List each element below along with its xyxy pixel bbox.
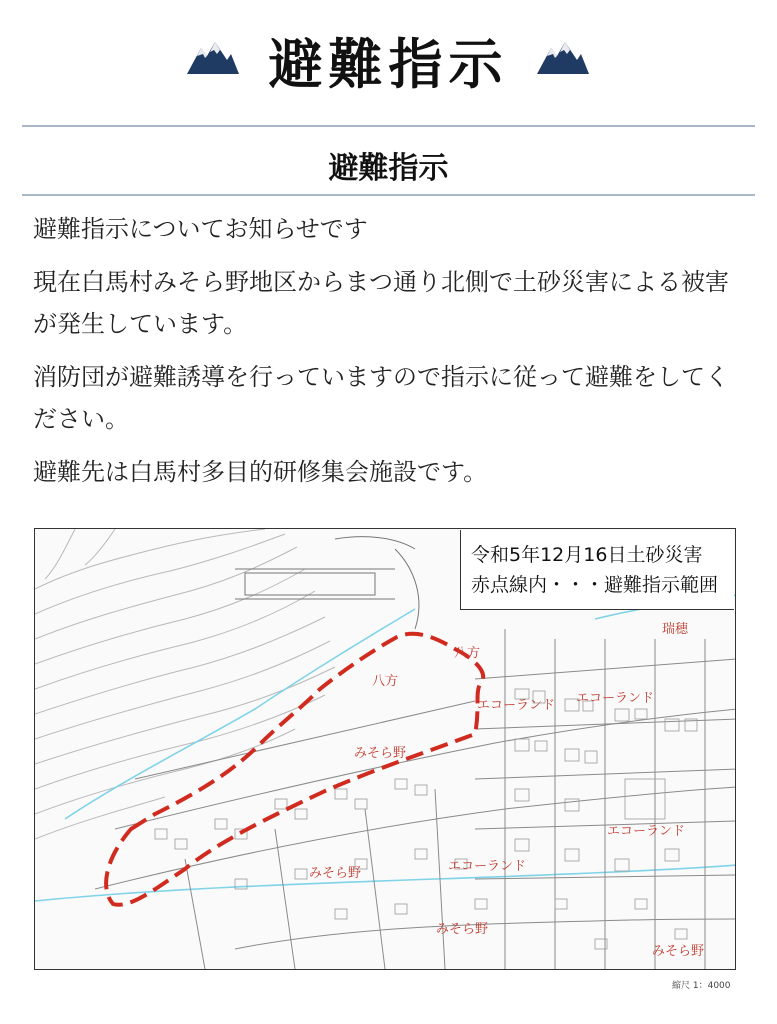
map-label-happo: 八方 bbox=[454, 646, 481, 661]
divider-bottom bbox=[22, 194, 755, 196]
map-scale: 縮尺 1：4000 bbox=[672, 981, 731, 991]
map-label-misorano: みそら野 bbox=[652, 944, 705, 959]
contour-lines bbox=[35, 529, 335, 839]
map-label-ecoland: エコーランド bbox=[477, 698, 556, 713]
page-header bbox=[0, 0, 777, 120]
mountain-icon bbox=[537, 38, 589, 78]
evacuation-zone-outline bbox=[106, 634, 483, 905]
legend-date: 令和5年12月16日土砂災害 bbox=[471, 544, 703, 566]
map-label-misorano: みそら野 bbox=[436, 922, 489, 937]
buildings bbox=[155, 689, 697, 949]
road-grid bbox=[95, 629, 736, 969]
map-label-misorano: みそら野 bbox=[309, 866, 362, 881]
ski-facility bbox=[235, 537, 419, 629]
notice-body bbox=[33, 208, 733, 504]
map-label-ecoland: エコーランド bbox=[607, 824, 686, 839]
notice-paragraph: 消防団が避難誘導を行っていますので指示に従って避難をしてください。 bbox=[33, 363, 729, 433]
divider-top bbox=[22, 125, 755, 127]
map-label-happo: 八方 bbox=[372, 674, 399, 689]
map-label-ecoland: エコーランド bbox=[448, 859, 527, 874]
notice-paragraph: 避難指示についてお知らせです bbox=[33, 215, 368, 243]
notice-paragraph: 現在白馬村みそら野地区からまつ通り北側で土砂災害による被害が発生しています。 bbox=[33, 268, 729, 338]
map-label-zuiho: 瑞穂 bbox=[662, 622, 689, 637]
map-legend bbox=[460, 530, 734, 610]
section-title: 避難指示 bbox=[328, 151, 449, 186]
map-label-ecoland: エコーランド bbox=[576, 691, 655, 706]
map-label-misorano: みそら野 bbox=[354, 746, 407, 761]
legend-description: 赤点線内・・・避難指示範囲 bbox=[471, 574, 719, 596]
page-title: 避難指示 bbox=[268, 33, 509, 96]
notice-paragraph: 避難先は白馬村多目的研修集会施設です。 bbox=[33, 458, 488, 486]
